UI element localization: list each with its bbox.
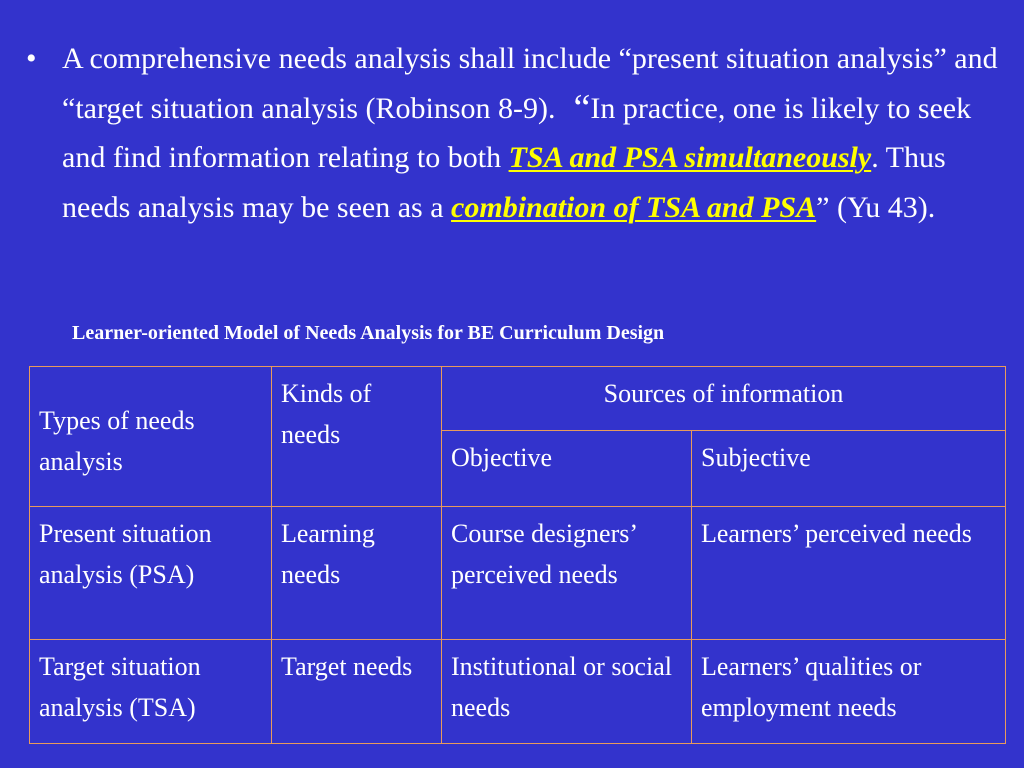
cell-objective: Institutional or social needs [442,640,692,744]
cell-kind: Target needs [272,640,442,744]
cell-subjective: Learners’ qualities or employment needs [692,640,1006,744]
header-types-of-needs-analysis: Types of needs analysis [30,367,272,507]
header-kinds-of-needs: Kinds of needs [272,367,442,507]
cell-type: Present situation analysis (PSA) [30,507,272,640]
emphasis-combination: combination of TSA and PSA [451,190,817,224]
open-quote-mark: “ [573,86,591,129]
bullet-point [26,34,1006,232]
emphasis-tsa-psa-simultaneously: TSA and PSA simultaneously [508,141,872,174]
header-sources-of-information: Sources of information [442,367,1006,431]
bullet-text-part2: In practice, one is likely to seek and find information relating to both [62,91,972,174]
bullet-text-part1: A comprehensive needs analysis shall include “present situation analysis” and “target situation analysis (Robinson 8-9). [62,42,998,125]
header-subjective: Subjective [692,431,1006,507]
needs-analysis-table [29,366,1006,744]
bullet-text-part3: . Thus needs analysis may be seen as a [62,141,946,224]
bullet-text-part4: ” (Yu 43). [816,190,936,224]
header-objective: Objective [442,431,692,507]
cell-subjective: Learners’ perceived needs [692,507,1006,640]
table-row-psa [30,507,1006,640]
table-caption: Learner-oriented Model of Needs Analysis for BE Curriculum Design [72,322,665,344]
cell-kind: Learning needs [272,507,442,640]
cell-objective: Course designers’ perceived needs [442,507,692,640]
bullet-text [62,34,1006,232]
table-header-row [30,367,1006,431]
bullet-icon: • [26,42,37,75]
table-row-tsa [30,640,1006,744]
cell-type: Target situation analysis (TSA) [30,640,272,744]
